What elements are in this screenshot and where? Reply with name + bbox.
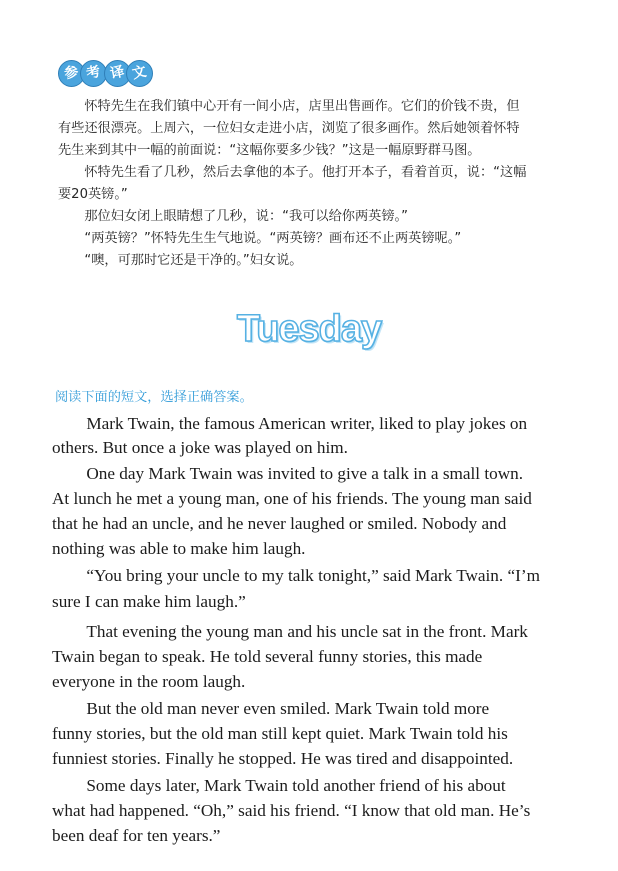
badge-char-1: 参 [58, 60, 85, 87]
passage-line: been deaf for ten years.” [52, 826, 221, 845]
passage-line: Twain began to speak. He told several funny stories, this made [52, 647, 483, 666]
translation-line: “噢，可那时它还是干净的。”妇女说。 [58, 253, 303, 268]
translation-line: 要20英镑。” [58, 187, 128, 202]
badge-char-4: 文 [126, 60, 153, 87]
passage-line: At lunch he met a young man, one of his friends. The young man said [52, 489, 532, 508]
passage-line: that he had an uncle, and he never laughed or smiled. Nobody and [52, 514, 507, 533]
translation-line: 那位妇女闭上眼睛想了几秒，说：“我可以给你两英镑。” [58, 209, 408, 224]
passage-line: That evening the young man and his uncle sat in the front. Mark [52, 622, 528, 641]
translation-line: 有些还很漂亮。上周六，一位妇女走进小店，浏览了很多画作。然后她领着怀特 [58, 121, 520, 136]
translation-line: “两英镑？”怀特先生生气地说。“两英镑？画布还不止两英镑呢。” [58, 231, 462, 246]
passage-line: others. But once a joke was played on him. [52, 438, 348, 457]
translation-line: 怀特先生看了几秒，然后去拿他的本子。他打开本子，看着首页，说：“这幅 [58, 165, 527, 180]
passage-line: One day Mark Twain was invited to give a talk in a small town. [52, 464, 524, 483]
exercise-instruction: 阅读下面的短文，选择正确答案。 [55, 390, 253, 405]
reference-translation-badge [58, 58, 156, 88]
badge-char-2: 考 [80, 60, 107, 87]
passage-line: “You bring your uncle to my talk tonight,” said Mark Twain. “I’m [52, 566, 540, 585]
passage-line: nothing was able to make him laugh. [52, 539, 306, 558]
passage-line: Mark Twain, the famous American writer, liked to play jokes on [52, 414, 528, 433]
badge-char-3: 译 [104, 60, 131, 87]
translation-line: 怀特先生在我们镇中心开有一间小店，店里出售画作。它们的价钱不贵，但 [58, 99, 520, 114]
passage-line: what had happened. “Oh,” said his friend. “I know that old man. He’s [52, 801, 531, 820]
passage-line: funny stories, but the old man still kept quiet. Mark Twain told his [52, 724, 508, 743]
translation-line: 先生来到其中一幅的前面说：“这幅你要多少钱？”这是一幅原野群马图。 [58, 143, 481, 158]
passage-line: Some days later, Mark Twain told another friend of his about [52, 776, 506, 795]
section-title: Tuesday [236, 308, 382, 350]
passage-line: But the old man never even smiled. Mark Twain told more [52, 699, 490, 718]
passage-line: everyone in the room laugh. [52, 672, 246, 691]
passage-line: sure I can make him laugh.” [52, 592, 246, 611]
passage-line: funniest stories. Finally he stopped. He was tired and disappointed. [52, 749, 514, 768]
